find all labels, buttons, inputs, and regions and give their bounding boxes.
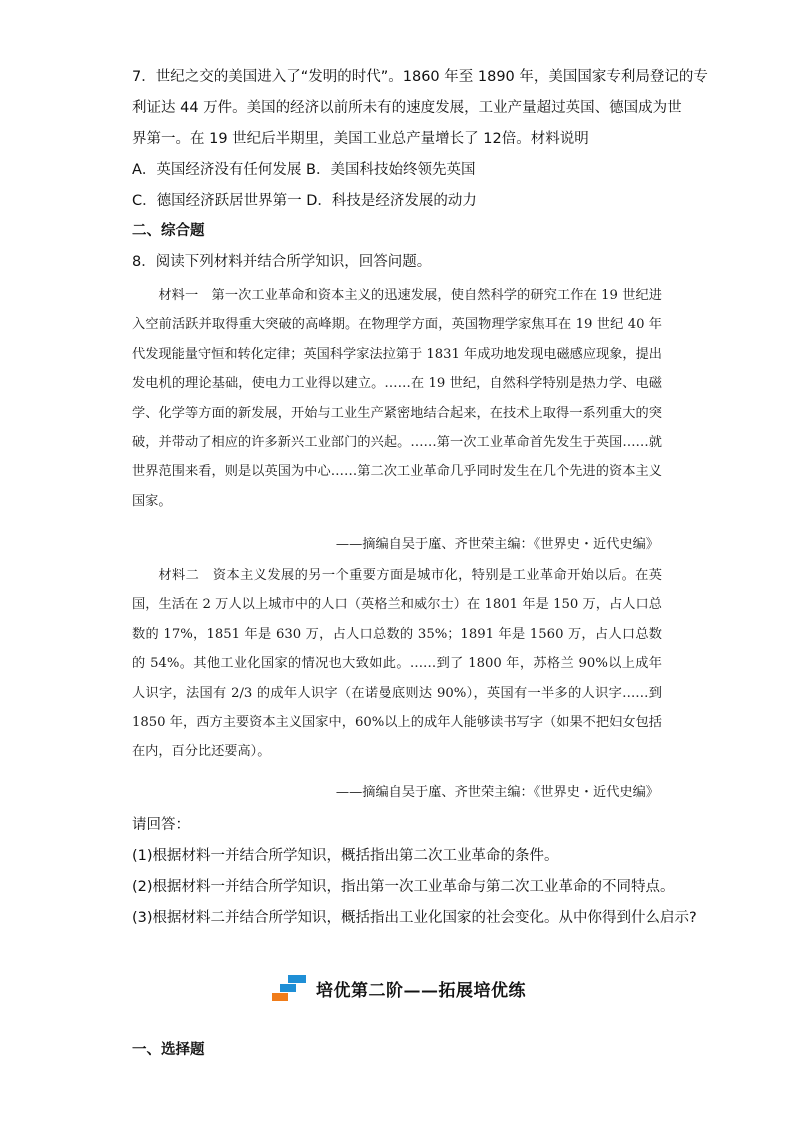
stairs-logo-icon [272,973,308,1003]
answer-prompt: 请回答： [132,817,190,833]
q7-options-ab: A．英国经济没有任何发展 B．美国科技始终领先英国 [132,162,476,178]
q7-stem-line-3: 界第一。在 19 世纪后半期里，美国工业总产量增长了 12倍。材料说明 [132,131,589,147]
material-one-text: 材料一 第一次工业革命和资本主义的迅速发展，使自然科学的研究工作在 19 世纪进入空前活跃并取得重大突破的高峰期。在物理学方面，英国物理学家焦耳在 19 世纪 40 年代发现能量守恒和转化定律；英国科学家法拉第于 1831 年成功地发现电磁感应现象，提出发电机的理论基础，使电力工业得以建立。……在 19 世纪，自然科学特别是热力学、电磁学、化学等方面的新发展，开始与工业生产紧密地结合起来，在技术上取得一系列重大的突破，并带动了相应的许多新兴工业部门的兴起。……第一次工业革命首先发生于英国……就世界范围来看，则是以英国为中心……第二次工业革命几乎同时发生在几个先进的资本主义国家。 [132,288,662,509]
banner-title: 培优第二阶——拓展培优练 [316,980,526,1001]
q8-subquestion-3: (3)根据材料二并结合所学知识，概括指出工业化国家的社会变化。从中你得到什么启示? [132,910,697,926]
section-heading-choice: 一、选择题 [132,1042,205,1058]
section-heading-comprehensive: 二、综合题 [132,223,205,239]
material-two [132,561,662,767]
q7-options-cd: C．德国经济跃居世界第一 D．科技是经济发展的动力 [132,193,477,209]
section-banner [272,968,526,1008]
q8-subquestion-2: (2)根据材料一并结合所学知识，指出第一次工业革命与第二次工业革命的不同特点。 [132,879,675,895]
logo-block-blue-middle [280,984,296,992]
q8-subquestion-1: (1)根据材料一并结合所学知识，概括指出第二次工业革命的条件。 [132,848,559,864]
logo-block-orange [272,993,288,1001]
logo-block-blue-top [288,975,306,983]
q7-stem-line-2: 利证达 44 万件。美国的经济以前所未有的速度发展，工业产量超过英国、德国成为世 [132,100,682,116]
q8-intro: 8．阅读下列材料并结合所学知识，回答问题。 [132,254,432,270]
material-two-source: ——摘编自吴于廑、齐世荣主编：《世界史・近代史编》 [335,785,659,800]
material-two-text: 材料二 资本主义发展的另一个重要方面是城市化，特别是工业革命开始以后。在英国，生活在 2 万人以上城市中的人口（英格兰和威尔士）在 1801 年是 150 万，占人口总数的 17%，1851 年是 630 万，占人口总数的 35%；1891 年是 1560 万，占人口总数的 54%。其他工业化国家的情况也大致如此。……到了 1800 年，苏格兰 90%以上成年人识字，法国有 2/3 的成年人识字（在诺曼底则达 90%），英国有一半多的人识字……到 1850 年，西方主要资本主义国家中，60%以上的成年人能够读书写字（如果不把妇女包括在内，百分比还要高）。 [132,568,662,760]
material-one-source: ——摘编自吴于廑、齐世荣主编：《世界史・近代史编》 [335,537,659,552]
q7-stem-line-1: 7．世纪之交的美国进入了“发明的时代”。1860 年至 1890 年，美国国家专利局登记的专 [132,69,708,85]
material-one [132,281,662,516]
